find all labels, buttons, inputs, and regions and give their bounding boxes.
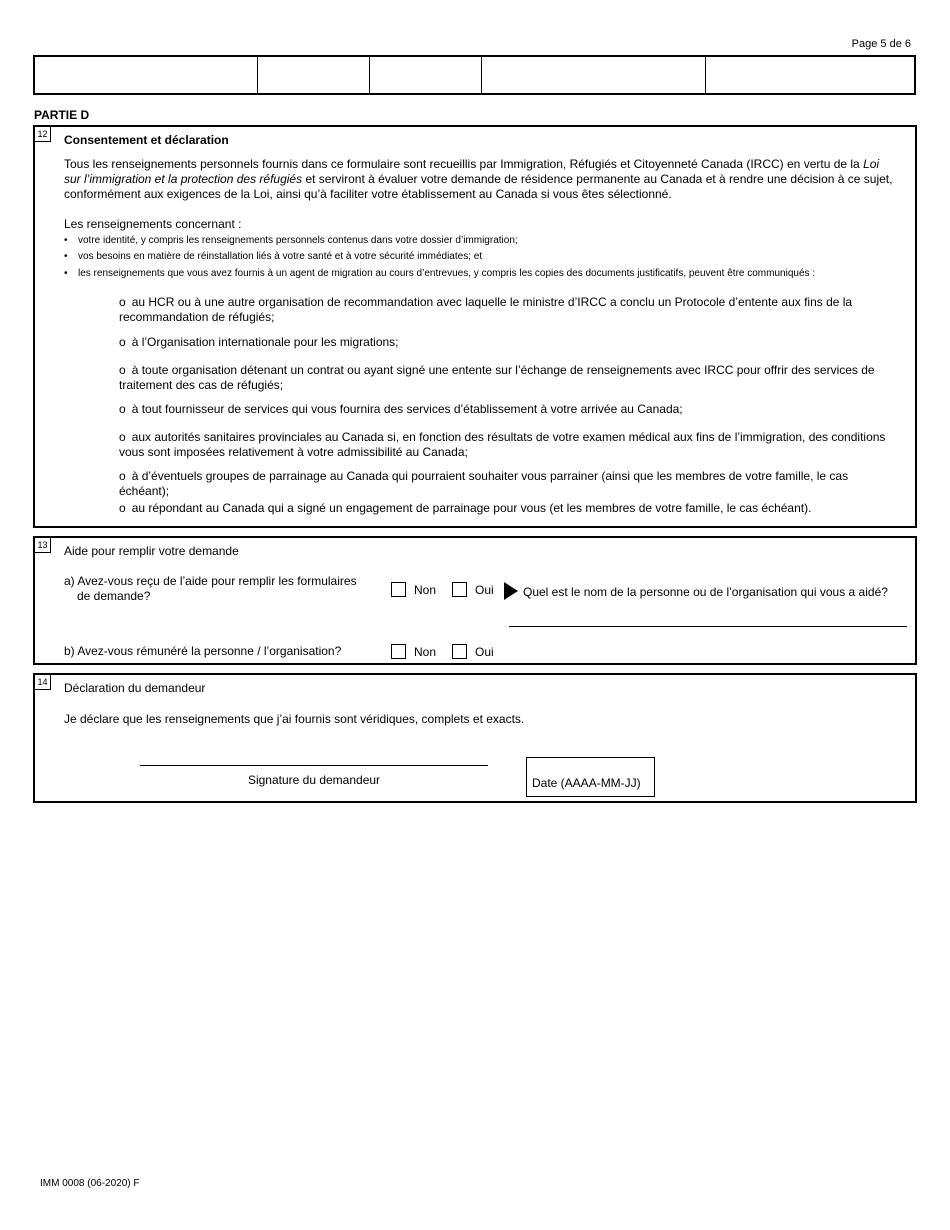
date-label: Date (AAAA-MM-JJ) [532,776,641,790]
section-12-consent [33,125,917,528]
yes-label: Oui [475,583,494,597]
sub-item-text: à toute organisation détenant un contrat ou ayant signé une entente sur l’échange de renseignements avec IRCC pour offrir des services de traitement des cas de réfugiés; [119,363,875,392]
bullet-item: • votre identité, y compris les renseignements personnels contenus dans votre dossier d’immigration; [78,234,898,248]
signature-label: Signature du demandeur [247,773,381,787]
sub-item [119,501,899,516]
sub-marker: o [119,430,126,444]
sub-item [119,469,899,499]
section-title: Consentement et déclaration [64,133,229,147]
sub-item-text: à l’Organisation internationale pour les migrations; [131,335,399,349]
section-number: 13 [35,538,51,553]
question-b: b) Avez-vous rémunéré la personne / l’organisation? [64,644,342,658]
table-cell-4[interactable] [482,57,706,93]
continuation-table-row [33,55,916,95]
declaration-text: Je déclare que les renseignements que j’ai fournis sont véridiques, complets et exacts. [64,712,525,726]
sub-marker: o [119,469,126,483]
sub-item-text: au HCR ou à une autre organisation de recommandation avec laquelle le ministre d’IRCC a conclu un Protocole d’entente aux fins de la recommandation de réfugiés; [119,295,853,324]
helper-name-field[interactable] [509,626,907,627]
page-number: Page 5 de 6 [851,38,911,50]
yes-label: Oui [475,645,494,659]
sub-item [119,430,899,460]
table-cell-3[interactable] [370,57,482,93]
section-title: Aide pour remplir votre demande [64,544,239,558]
concerning-label: Les renseignements concernant : [64,217,242,231]
bullet-item: • les renseignements que vous avez fournis à un agent de migration au cours d’entrevues, y compris les copies des documents justificatifs, peuvent être communiqués : [78,267,898,281]
sub-marker: o [119,501,126,515]
table-cell-2[interactable] [258,57,370,93]
paid-yes-checkbox[interactable] [452,644,467,659]
question-a-line1: a) Avez-vous reçu de l’aide pour remplir les formulaires [64,574,357,588]
sub-marker: o [119,335,126,349]
no-label: Non [414,645,437,659]
arrow-right-icon [504,582,518,600]
sub-marker: o [119,402,126,416]
sub-item [119,402,899,417]
sub-item [119,363,899,393]
help-received-yes-checkbox[interactable] [452,582,467,597]
consent-intro [64,157,896,202]
part-title: PARTIE D [34,108,90,122]
no-label: Non [414,583,437,597]
sub-item [119,295,899,325]
sub-item-text: aux autorités sanitaires provinciales au Canada si, en fonction des résultats de votre examen médical aux fins de l’immigration, des conditions vous sont imposées relativement à votre admissibilité au Canada; [119,430,886,459]
section-number: 14 [35,675,51,690]
table-cell-1[interactable] [35,57,258,93]
intro-text-2: et serviront à évaluer votre demande de résidence permanente au Canada et à rendre une décision à ce sujet, conformément aux exigences de la Loi, ainsi qu’à faciliter votre établissement au Canada si vous êtes sélectionné. [64,172,893,201]
signature-field[interactable] [140,765,488,766]
bullet-item: • vos besoins en matière de réinstallation liés à votre santé et à votre sécurité immédiates; et [78,250,898,264]
sub-item-text: à d’éventuels groupes de parrainage au Canada qui pourraient souhaiter vous parrainer (ainsi que les membres de votre famille, le cas échéant); [119,469,849,498]
helper-name-label: Quel est le nom de la personne ou de l’organisation qui vous a aidé? [523,585,888,599]
section-14-declaration [33,673,917,803]
question-a-line2: de demande? [77,589,151,603]
section-title: Déclaration du demandeur [64,681,206,695]
section-number: 12 [35,127,51,142]
intro-text-1: Tous les renseignements personnels fournis dans ce formulaire sont recueillis par Immigration, Réfugiés et Citoyenneté Canada (IRCC) en vertu de la [64,157,864,171]
paid-no-checkbox[interactable] [391,644,406,659]
sub-marker: o [119,363,126,377]
act-title: Loi sur l’immigration et la protection des réfugiés [64,157,880,186]
sub-item-text: au répondant au Canada qui a signé un engagement de parrainage pour vous (et les membres de votre famille, le cas échéant). [131,501,812,515]
form-identifier: IMM 0008 (06-2020) F [40,1178,140,1189]
section-13-assistance [33,536,917,665]
sub-item-text: à tout fournisseur de services qui vous fournira des services d’établissement à votre arrivée au Canada; [131,402,683,416]
sub-marker: o [119,295,126,309]
question-a [64,574,357,604]
help-received-no-checkbox[interactable] [391,582,406,597]
table-cell-5[interactable] [706,57,914,93]
sub-item [119,335,899,350]
